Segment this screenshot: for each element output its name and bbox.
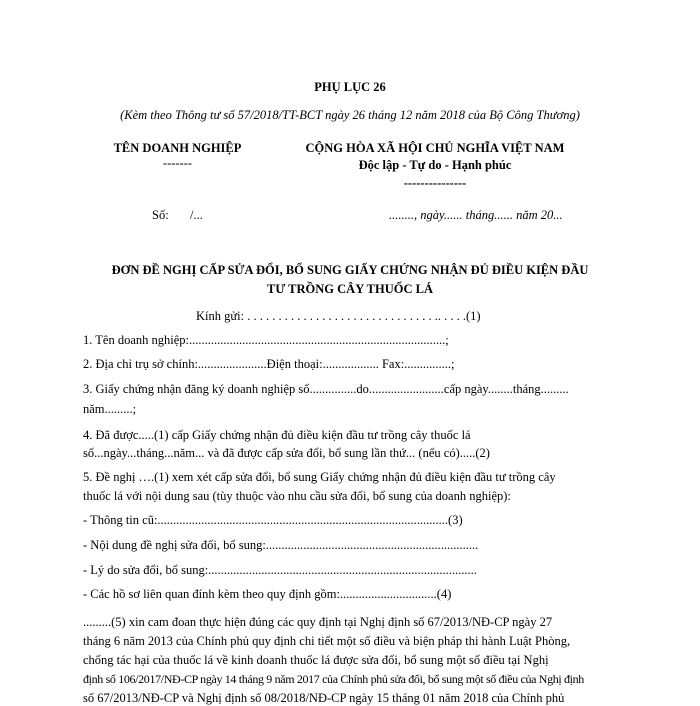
- document-title-line2: TƯ TRỒNG CÂY THUỐC LÁ: [267, 282, 433, 296]
- company-rule: -------: [162, 156, 193, 170]
- addressee: Kính gửi: . . . . . . . . . . . . . . . . . . . . . . . . . . . . . . .. . . . .(1): [196, 309, 481, 323]
- appendix-subtitle: (Kèm theo Thông tư số 57/2018/TT-BCT ngày 26 tháng 12 năm 2018 của Bộ Công Thương): [120, 108, 580, 122]
- date-line: ........, ngày...... tháng...... năm 20...: [389, 208, 563, 222]
- item-granted-line1: 4. Đã được.....(1) cấp Giấy chứng nhận đủ điều kiện đầu tư trồng cây thuốc lá: [83, 428, 471, 442]
- number-label: Số:: [152, 208, 169, 222]
- commitment-line1: .........(5) xin cam đoan thực hiện đúng các quy định tại Nghị định số 67/2013/NĐ-CP ngày 27: [83, 615, 553, 629]
- item-address: 2. Địa chỉ trụ sở chính:......................Điện thoại:.................. Fax:...............;: [83, 357, 455, 371]
- commitment-line5: số 67/2013/NĐ-CP và Nghị định số 08/2018/NĐ-CP ngày 15 tháng 01 năm 2018 của Chính phủ: [83, 691, 565, 705]
- commitment-line2: tháng 6 năm 2013 của Chính phủ quy định chi tiết một số điều và biện pháp thi hành Luật Phòng,: [83, 634, 571, 648]
- company-label: TÊN DOANH NGHIỆP: [113, 141, 242, 155]
- motto-rule: ---------------: [403, 176, 467, 190]
- item-request-line1: 5. Đề nghị ….(1) xem xét cấp sửa đổi, bổ sung Giấy chứng nhận đủ điều kiện đầu tư trồng cây: [83, 470, 556, 484]
- item-request-line2: thuốc lá với nội dung sau (tùy thuộc vào nhu cầu sửa đổi, bổ sung của doanh nghiệp):: [83, 489, 511, 503]
- item-registration-line1: 3. Giấy chứng nhận đăng ký doanh nghiệp số...............do........................cấp ngày........tháng.........: [83, 382, 569, 396]
- item-registration-line2: năm.........;: [83, 402, 137, 416]
- commitment-line3: chống tác hại của thuốc lá về kinh doanh thuốc lá được sửa đổi, bổ sung một số điều tại Nghị: [83, 653, 549, 667]
- bullet-attachments: - Các hồ sơ liên quan đính kèm theo quy định gồm:...............................(4): [83, 587, 452, 601]
- bullet-reason: - Lý do sửa đổi, bổ sung:......................................................................................: [83, 563, 477, 577]
- nation-title: CỘNG HÒA XÃ HỘI CHỦ NGHĨA VIỆT NAM: [305, 141, 565, 155]
- item-company-name: 1. Tên doanh nghiệp:..................................................................................;: [83, 333, 449, 347]
- commitment-line4: định số 106/2017/NĐ-CP ngày 14 tháng 9 năm 2017 của Chính phủ sửa đổi, bổ sung một số điều của Nghị định: [83, 672, 584, 686]
- motto: Độc lập - Tự do - Hạnh phúc: [358, 158, 512, 172]
- bullet-changes: - Nội dung đề nghị sửa đổi, bổ sung:....................................................................: [83, 538, 479, 552]
- number-value: /...: [190, 208, 203, 222]
- bullet-old-info: - Thông tin cũ:.............................................................................................(3): [83, 513, 463, 527]
- item-granted-line2: số...ngày...tháng...năm... và đã được cấp sửa đổi, bổ sung lần thứ... (nếu có).....(2): [83, 446, 490, 460]
- appendix-title: PHỤ LỤC 26: [314, 80, 386, 94]
- document-title-line1: ĐƠN ĐỀ NGHỊ CẤP SỬA ĐỔI, BỔ SUNG GIẤY CHỨNG NHẬN ĐỦ ĐIỀU KIỆN ĐẦU: [111, 263, 589, 277]
